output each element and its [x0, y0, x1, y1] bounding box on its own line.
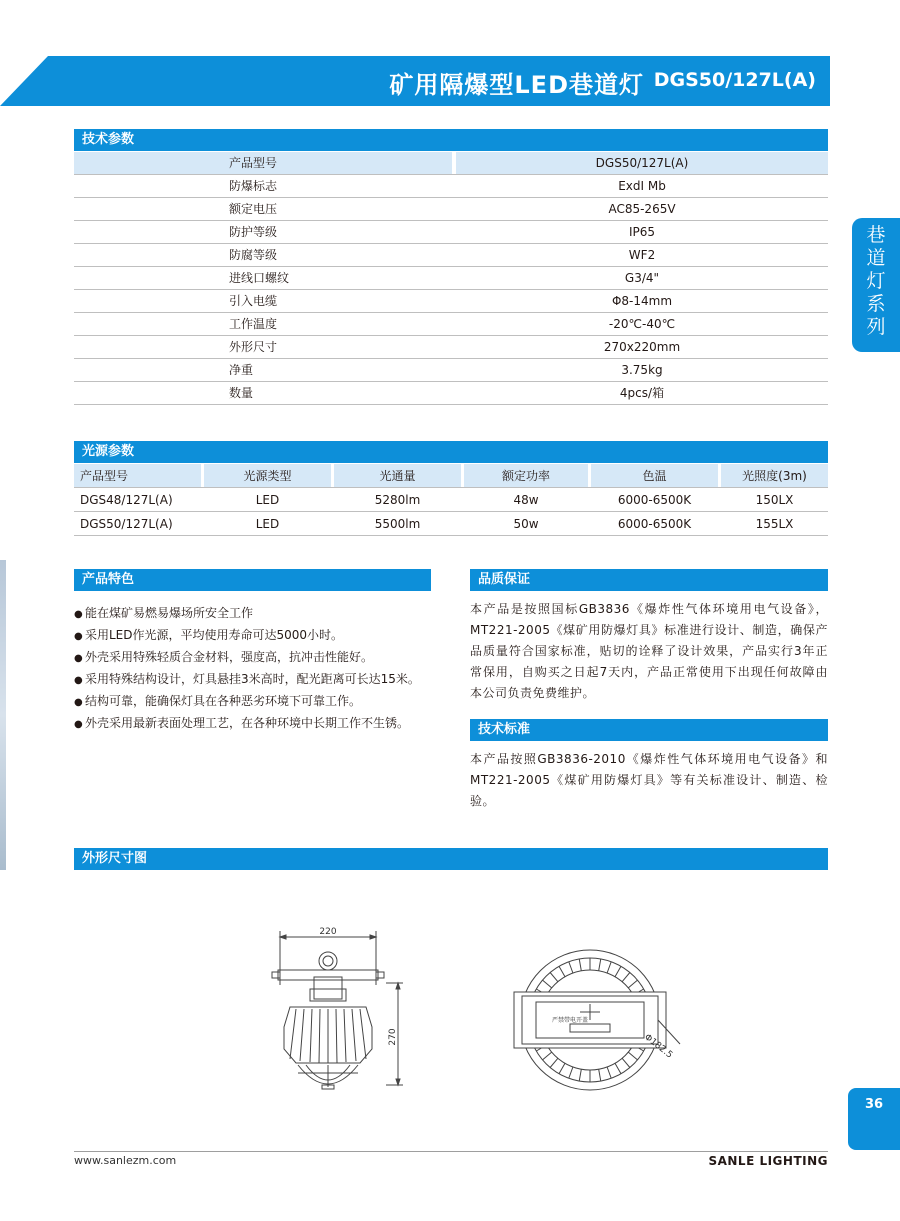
spec-value: ExdI Mb: [618, 179, 666, 193]
light-table-row: [74, 512, 828, 536]
feature-item: [74, 669, 431, 691]
spec-row: [74, 198, 828, 221]
page-model: DGS50/127L(A): [653, 69, 816, 91]
heat-fin: [607, 962, 611, 973]
heat-fin: [543, 980, 552, 988]
light-cell: LED: [255, 493, 280, 507]
heat-fin: [615, 966, 621, 976]
spec-value: 3.75kg: [621, 363, 663, 377]
spec-key: 引入电缆: [229, 294, 278, 308]
light-col-header: 色温: [591, 464, 718, 487]
side-tab-char: 系: [866, 293, 886, 315]
light-cell: LED: [255, 517, 280, 531]
spec-key: 防腐等级: [229, 248, 278, 262]
spec-value: IP65: [628, 225, 656, 239]
width-label: 220: [319, 927, 337, 937]
heat-fin: [628, 1052, 637, 1060]
heat-fin: [579, 959, 581, 971]
feature-item: [74, 713, 431, 735]
feature-item: [74, 647, 431, 669]
light-cell: DGS50/127L(A): [80, 517, 173, 531]
bullet-icon: ●: [74, 631, 83, 642]
spec-value: 270x220mm: [603, 340, 681, 354]
light-section-header: 光源参数: [74, 441, 828, 463]
spec-value: DGS50/127L(A): [456, 152, 828, 174]
light-col-header: 产品型号: [74, 464, 201, 487]
spec-key: 防护等级: [229, 225, 278, 239]
dimensions-section: [74, 848, 828, 870]
spec-value: G3/4": [624, 271, 660, 285]
bullet-icon: ●: [74, 609, 83, 620]
heat-fin: [569, 1067, 573, 1078]
bullet-icon: ●: [74, 653, 83, 664]
light-col-header: 光通量: [334, 464, 461, 487]
quality-header: 品质保证: [470, 569, 828, 591]
footer-brand: SANLE LIGHTING: [708, 1154, 828, 1168]
heat-fin: [599, 959, 601, 971]
height-label: 270: [388, 1028, 398, 1046]
standard-text: 本产品按照GB3836-2010《爆炸性气体环境用电气设备》和MT221-2005《煤矿用防爆灯具》等有关标准设计、制造、检验。: [470, 752, 828, 808]
feature-item: [74, 603, 431, 625]
spec-row: [74, 244, 828, 267]
spec-key: 进线口螺纹: [229, 271, 290, 285]
left-edge-strip: [0, 560, 6, 870]
nameplate-label: 严禁带电开盖: [552, 1017, 589, 1024]
features-list: [74, 603, 431, 735]
heat-fin: [615, 1063, 621, 1073]
standard-header: 技术标准: [470, 719, 828, 741]
heat-fin: [628, 980, 637, 988]
side-tab-char: 列: [866, 316, 886, 338]
spec-key: 工作温度: [229, 317, 278, 331]
light-cell: 5500lm: [374, 517, 421, 531]
side-tab-char: 灯: [866, 270, 886, 292]
light-table-row: [74, 488, 828, 512]
bullet-icon: ●: [74, 719, 83, 730]
spec-row: [74, 382, 828, 405]
spec-row: [74, 175, 828, 198]
bullet-icon: ●: [74, 675, 83, 686]
heat-fin: [543, 1052, 552, 1060]
light-col-header: 光源类型: [204, 464, 331, 487]
diameter-label: Φ182.5: [642, 1032, 675, 1061]
light-table: [74, 464, 828, 536]
light-cell: 6000-6500K: [617, 517, 692, 531]
heat-fin: [579, 1069, 581, 1081]
spec-row: [74, 336, 828, 359]
light-cell: DGS48/127L(A): [80, 493, 173, 507]
feature-text: 结构可靠，能确保灯具在各种恶劣环境下可靠工作。: [85, 694, 362, 708]
feature-text: 能在煤矿易燃易爆场所安全工作: [85, 606, 254, 620]
light-col-header: 额定功率: [464, 464, 588, 487]
bullet-icon: ●: [74, 697, 83, 708]
spec-table: [74, 152, 828, 405]
light-cell: 6000-6500K: [617, 493, 692, 507]
spec-key: 额定电压: [229, 202, 278, 216]
heat-fin: [550, 973, 558, 982]
spec-value: AC85-265V: [608, 202, 676, 216]
heat-fin: [622, 1058, 630, 1067]
spec-row: [74, 221, 828, 244]
heat-fin: [559, 1063, 565, 1073]
spec-row: [74, 267, 828, 290]
features-section: [74, 569, 431, 735]
feature-item: [74, 625, 431, 647]
feature-text: 采用特殊结构设计，灯具悬挂3米高时，配光距离可长达15米。: [85, 672, 420, 686]
light-cell: 5280lm: [374, 493, 421, 507]
side-view-drawing: [268, 925, 418, 1125]
spec-value: -20℃-40℃: [608, 317, 676, 331]
spec-value: Φ8-14mm: [611, 294, 673, 308]
standard-section: [470, 719, 828, 812]
heat-fin: [569, 962, 573, 973]
spec-value: 4pcs/箱: [619, 386, 665, 400]
spec-key: 防爆标志: [229, 179, 278, 193]
light-cell: 155LX: [755, 517, 794, 531]
light-cell: 50w: [513, 517, 539, 531]
top-view-drawing: [508, 940, 698, 1100]
spec-row: [74, 359, 828, 382]
footer-url[interactable]: www.sanlezm.com: [74, 1154, 177, 1167]
page-title: 矿用隔爆型LED巷道灯: [389, 71, 644, 99]
light-table-header: [74, 464, 828, 488]
feature-item: [74, 691, 431, 713]
heat-fin: [622, 973, 630, 982]
spec-key: 外形尺寸: [229, 340, 278, 354]
spec-value: WF2: [628, 248, 656, 262]
heat-fin: [559, 966, 565, 976]
heat-fin: [607, 1067, 611, 1078]
light-cell: 48w: [513, 493, 539, 507]
dimensions-header: 外形尺寸图: [74, 848, 828, 870]
side-tab-char: 道: [866, 247, 886, 269]
light-col-header: 光照度(3m): [721, 464, 828, 487]
quality-section: [470, 569, 828, 704]
spec-row: [74, 290, 828, 313]
spec-key: 产品型号: [74, 152, 452, 174]
spec-row: [74, 313, 828, 336]
quality-text: 本产品是按照国标GB3836《爆炸性气体环境用电气设备》，MT221-2005《煤矿用防爆灯具》标准进行设计、制造，确保产品质量符合国家标准，贴切的诠释了设计效果，产品实行3年正常保用，自购买之日起7天内，产品正常使用下出现任何故障由本公司负责免费维护。: [470, 602, 828, 700]
feature-text: 外壳采用特殊轻质合金材料，强度高，抗冲击性能好。: [85, 650, 374, 664]
spec-key: 数量: [229, 386, 254, 400]
spec-row: [74, 152, 828, 175]
spec-key: 净重: [229, 363, 254, 377]
page-number: 36: [848, 1088, 900, 1150]
feature-text: 采用LED作光源，平均使用寿命可达5000小时。: [85, 628, 344, 642]
features-header: 产品特色: [74, 569, 431, 591]
side-tab-char: 巷: [866, 224, 886, 246]
footer-divider: [74, 1151, 828, 1152]
heat-fin: [550, 1058, 558, 1067]
title-banner: [0, 56, 830, 106]
heat-fin: [599, 1069, 601, 1081]
feature-text: 外壳采用最新表面处理工艺，在各种环境中长期工作不生锈。: [85, 716, 410, 730]
light-cell: 150LX: [755, 493, 794, 507]
spec-section-header: 技术参数: [74, 129, 828, 151]
series-side-tab: [852, 218, 900, 352]
